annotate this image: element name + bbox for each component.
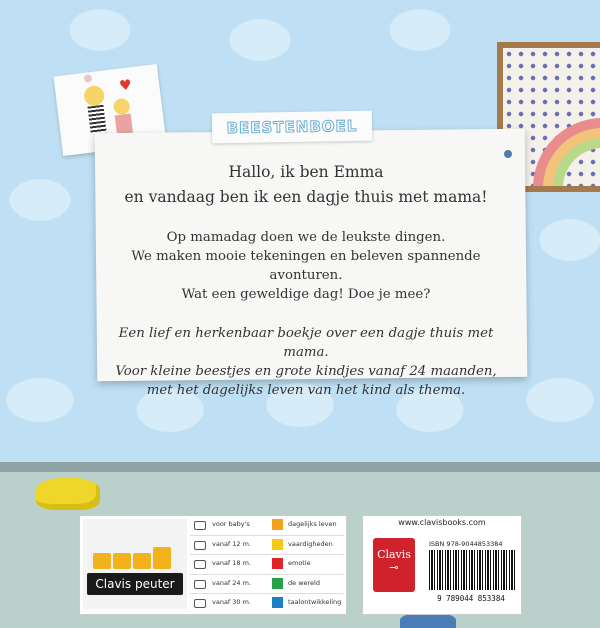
age-row: vanaf 18 m. emotie <box>190 555 344 575</box>
age-category-table <box>190 516 344 613</box>
category-color-swatch <box>272 558 283 569</box>
age-row: vanaf 12 m. vaardigheden <box>190 536 344 556</box>
baseboard <box>0 462 600 472</box>
train-icon <box>93 543 177 569</box>
yellow-stone-icon <box>36 478 100 510</box>
pin-icon <box>84 74 93 83</box>
train-car-icon <box>194 580 206 589</box>
description-paragraph: Op mamadag doen we de leukste dingen. We maken mooie tekeningen en beleven spannende avonturen. Wat een geweldige dag! Doe je mee? <box>131 230 481 302</box>
train-car-icon <box>194 560 206 569</box>
barcode-number: 9 789044 853384 <box>437 594 505 603</box>
logo-text: Clavis peuter <box>87 573 183 595</box>
barcode-icon <box>429 550 515 590</box>
back-cover-text <box>96 160 516 400</box>
clavis-logo: Clavis ⊸ <box>373 538 415 592</box>
category-color-swatch <box>272 578 283 589</box>
category-color-swatch <box>272 519 283 530</box>
category-color-swatch <box>272 539 283 550</box>
heart-icon: ♥ <box>118 77 133 95</box>
note-pin-icon <box>504 150 512 158</box>
category-color-swatch <box>272 597 283 608</box>
series-tag: BEESTENBOEL <box>212 111 372 144</box>
train-car-icon <box>194 541 206 550</box>
age-row: vanaf 24 m. de wereld <box>190 575 344 595</box>
key-icon: ⊸ <box>389 561 399 574</box>
heading-line-2: en vandaag ben ik een dagje thuis met mama! <box>124 188 488 206</box>
age-row: voor baby's dagelijks leven <box>190 516 344 536</box>
mother-figure-icon <box>83 85 105 107</box>
train-car-icon <box>194 599 206 608</box>
isbn-text: ISBN 978-9044853384 <box>429 540 503 548</box>
website-url: www.clavisbooks.com <box>398 518 486 527</box>
train-car-icon <box>194 521 206 530</box>
blurb-paragraph: Een lief en herkenbaar boekje over een dagje thuis met mama. Voor kleine beestjes en grote kindjes vanaf 24 maanden, met het dagelijks leven van het kind als thema. <box>115 326 497 398</box>
series-info-panel <box>79 515 347 615</box>
barcode-panel <box>362 515 522 615</box>
heading-line-1: Hallo, ik ben Emma <box>228 163 384 181</box>
age-row: vanaf 30 m. taalontwikkeling <box>190 594 344 613</box>
clavis-peuter-logo <box>83 519 187 609</box>
